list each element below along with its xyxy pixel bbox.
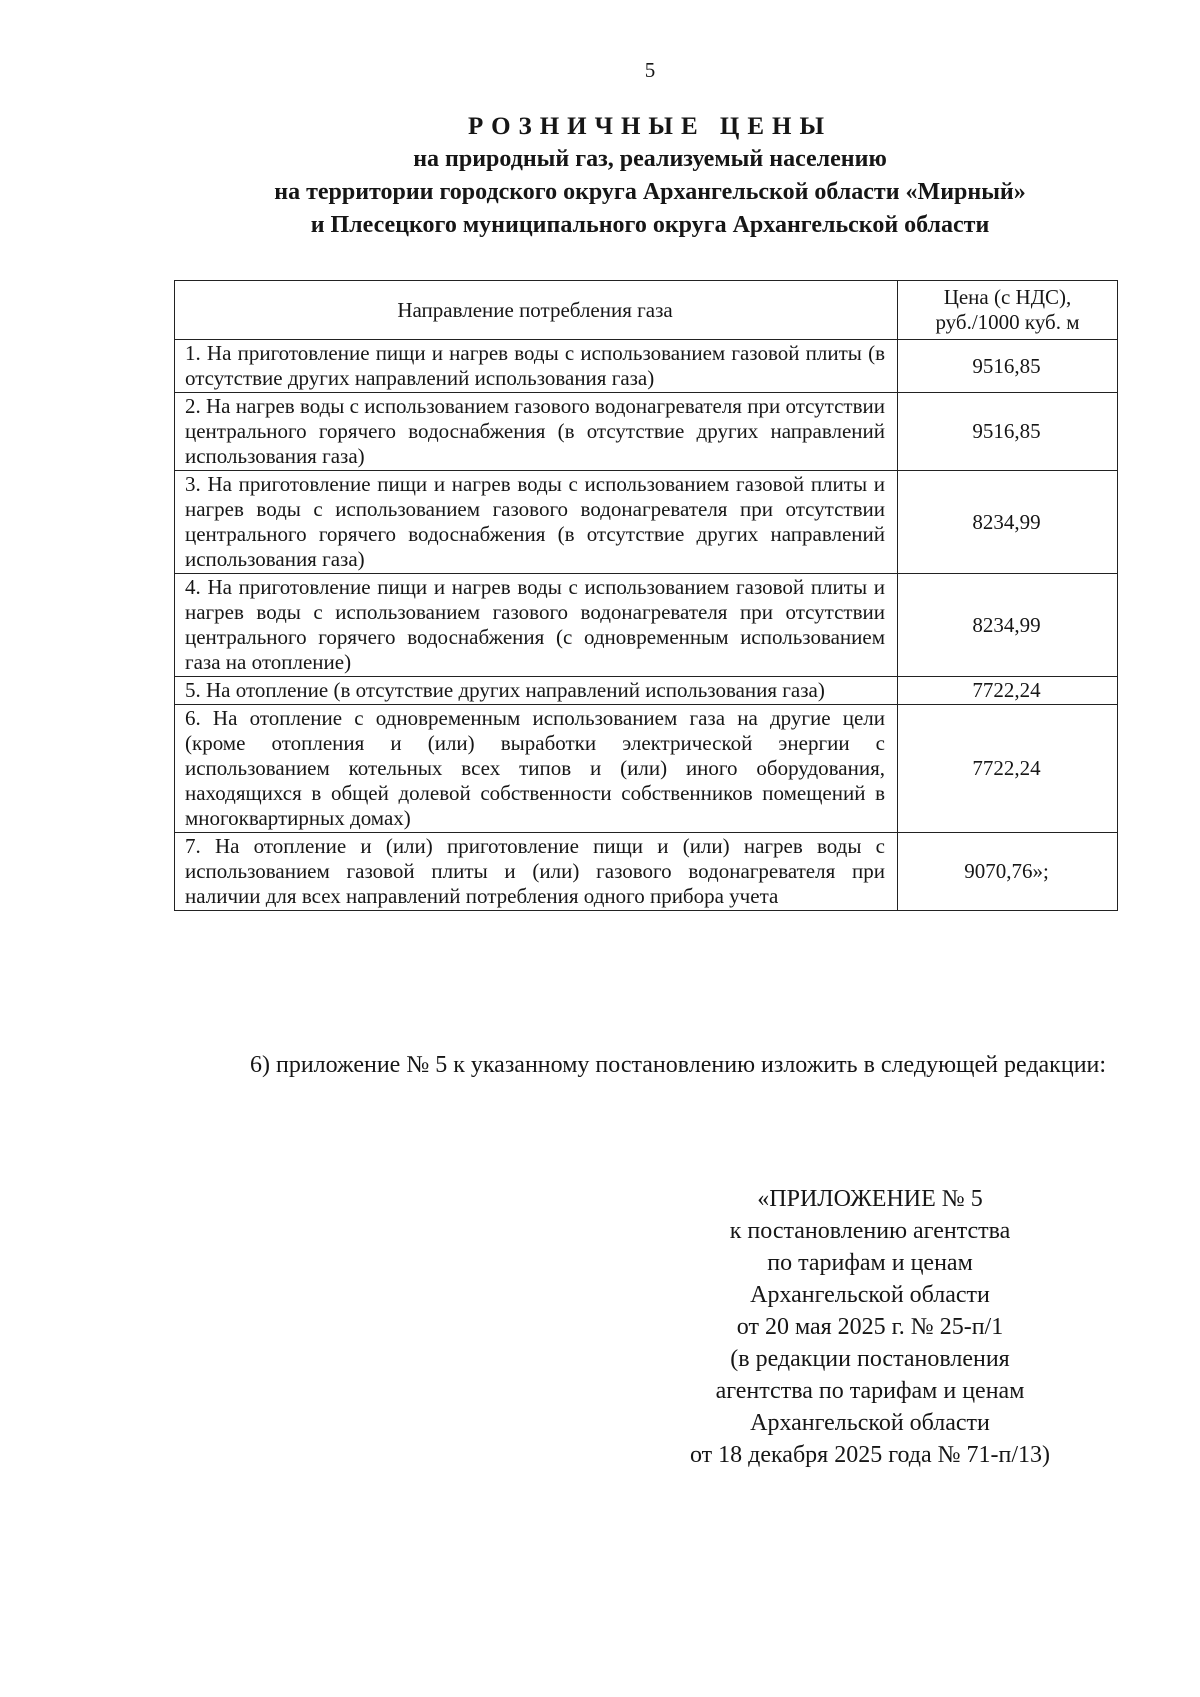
document-title — [0, 110, 1200, 242]
appendix-line: Архангельской области — [750, 1282, 990, 1308]
table-row — [175, 677, 1118, 705]
appendix-line: от 20 мая 2025 г. № 25-п/1 — [736, 1314, 1004, 1340]
row-price: 7722,24 — [898, 705, 1118, 833]
table-row — [175, 705, 1118, 833]
appendix-line: (в редакции постановления — [730, 1346, 1010, 1372]
page-number: 5 — [644, 58, 656, 82]
amendment-paragraph: 6) приложение № 5 к указанному постановлению изложить в следующей редакции: — [250, 1052, 1107, 1078]
appendix-line: агентства по тарифам и ценам — [715, 1378, 1025, 1404]
header-price: Цена (с НДС), руб./1000 куб. м — [898, 281, 1118, 340]
row-price: 8234,99 — [898, 574, 1118, 677]
table-row — [175, 393, 1118, 471]
table-row — [175, 340, 1118, 393]
appendix-line: к постановлению агентства — [729, 1218, 1011, 1244]
table-header-row — [175, 281, 1118, 340]
appendix-heading — [620, 1183, 1120, 1471]
appendix-line: «ПРИЛОЖЕНИЕ № 5 — [757, 1186, 983, 1212]
table-row — [175, 574, 1118, 677]
row-direction: 3. На приготовление пищи и нагрев воды с использованием газовой плиты и нагрев воды с использованием газового водонагревателя при отсутствии центрального горячего водоснабжения (в отсутствие других направлений использования газа) — [175, 471, 898, 574]
row-direction: 2. На нагрев воды с использованием газового водонагревателя при отсутствии центрального горячего водоснабжения (в отсутствие других направлений использования газа) — [175, 393, 898, 471]
title-subtitle-2: на территории городского округа Архангельской области «Мирный» — [274, 179, 1026, 205]
row-price: 8234,99 — [898, 471, 1118, 574]
title-subtitle-1: на природный газ, реализуемый населению — [413, 146, 887, 172]
title-main: РОЗНИЧНЫЕ ЦЕНЫ — [467, 113, 833, 140]
row-price: 9516,85 — [898, 340, 1118, 393]
appendix-line: Архангельской области — [750, 1410, 990, 1436]
row-price: 9070,76»; — [898, 833, 1118, 911]
appendix-line: от 18 декабря 2025 года № 71-п/13) — [689, 1442, 1051, 1468]
price-table — [174, 280, 1118, 911]
row-price: 9516,85 — [898, 393, 1118, 471]
header-direction: Направление потребления газа — [175, 281, 898, 340]
row-direction: 5. На отопление (в отсутствие других направлений использования газа) — [175, 677, 898, 705]
title-subtitle-3: и Плесецкого муниципального округа Архангельской области — [310, 212, 990, 238]
table-row — [175, 833, 1118, 911]
row-direction: 6. На отопление с одновременным использованием газа на другие цели (кроме отопления и (или) выработки электрической энергии с использованием котельных всех типов и (или) иного оборудования, находящихся в общей долевой собственности собственников помещений в многоквартирных домах) — [175, 705, 898, 833]
appendix-line: по тарифам и ценам — [767, 1250, 973, 1276]
row-direction: 4. На приготовление пищи и нагрев воды с использованием газовой плиты и нагрев воды с использованием газового водонагревателя при отсутствии центрального горячего водоснабжения (с одновременным использованием газа на отопление) — [175, 574, 898, 677]
row-direction: 1. На приготовление пищи и нагрев воды с использованием газовой плиты (в отсутствие других направлений использования газа) — [175, 340, 898, 393]
row-direction: 7. На отопление и (или) приготовление пищи и (или) нагрев воды с использованием газовой плиты и (или) газового водонагревателя при наличии для всех направлений потребления одного прибора учета — [175, 833, 898, 911]
table-row — [175, 471, 1118, 574]
row-price: 7722,24 — [898, 677, 1118, 705]
